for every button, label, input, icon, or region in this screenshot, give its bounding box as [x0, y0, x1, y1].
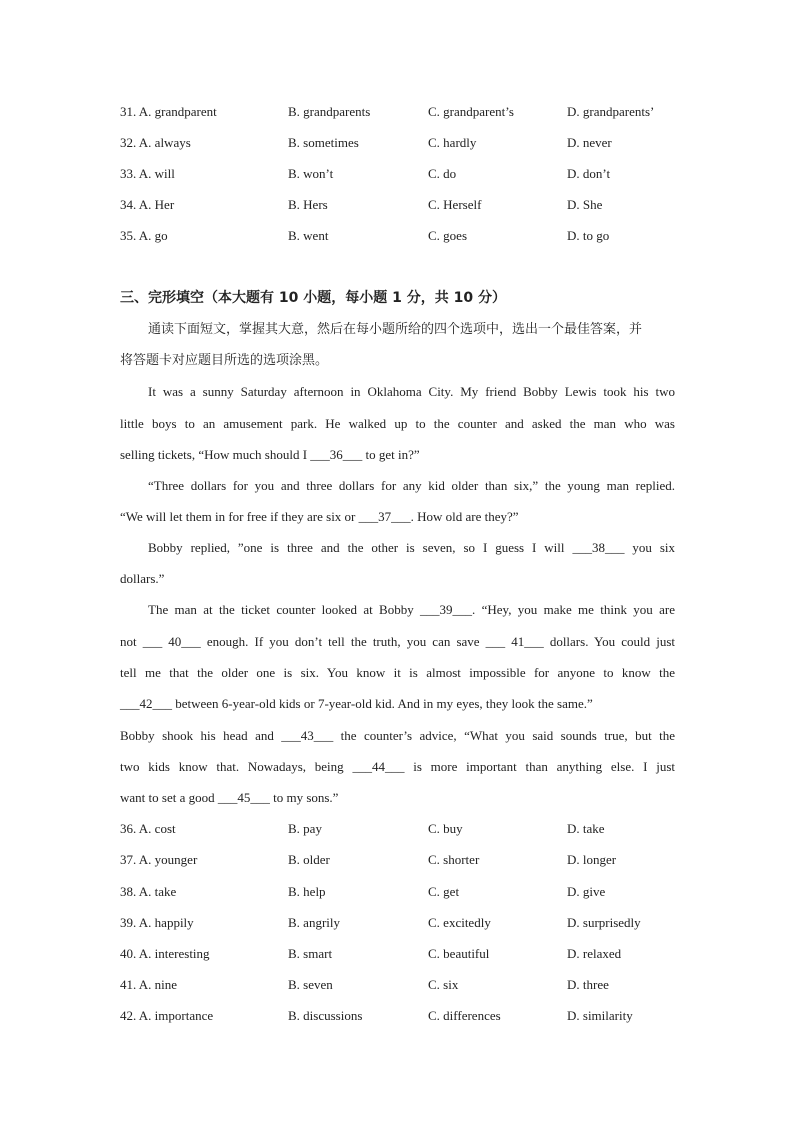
- option-c: C. get: [428, 884, 460, 899]
- passage-line: tell me that the older one is six. You know it is almost impossible for anyone to know the: [120, 665, 675, 680]
- option-b: B. help: [288, 884, 326, 899]
- section-heading: 三、完形填空（本大题有 10 小题，每小题 1 分，共 10 分）: [120, 290, 506, 306]
- passage-line: “Three dollars for you and three dollars for any kid older than six,” the young man replied.: [148, 478, 675, 493]
- option-c: C. do: [428, 166, 457, 181]
- option-d: D. surprisedly: [567, 915, 641, 930]
- option-a: 32. A. always: [120, 135, 191, 150]
- option-a: 39. A. happily: [120, 915, 194, 930]
- option-d: D. give: [567, 884, 606, 899]
- passage-line: not ___ 40___ enough. If you don’t tell the truth, you can save ___ 41___ dollars. You could just: [120, 634, 675, 649]
- instruction-line-1: 通读下面短文，掌握其大意，然后在每小题所给的四个选项中，选出一个最佳答案，并: [148, 322, 643, 337]
- question-38: [120, 882, 680, 902]
- option-a: 37. A. younger: [120, 852, 198, 867]
- passage-line: dollars.”: [120, 571, 165, 586]
- passage-line: It was a sunny Saturday afternoon in Oklahoma City. My friend Bobby Lewis took his two: [148, 384, 675, 399]
- question-37: [120, 850, 680, 870]
- option-d: D. don’t: [567, 166, 611, 181]
- question-31: [120, 102, 680, 122]
- option-a: 31. A. grandparent: [120, 104, 217, 119]
- option-d: D. She: [567, 197, 603, 212]
- option-d: D. longer: [567, 852, 617, 867]
- option-a: 33. A. will: [120, 166, 175, 181]
- question-42: [120, 1006, 680, 1026]
- option-c: C. differences: [428, 1008, 501, 1023]
- option-a: 40. A. interesting: [120, 946, 210, 961]
- option-a: 41. A. nine: [120, 977, 178, 992]
- option-a: 36. A. cost: [120, 821, 176, 836]
- option-d: D. to go: [567, 228, 610, 243]
- option-b: B. went: [288, 228, 329, 243]
- option-d: D. never: [567, 135, 612, 150]
- option-c: C. excitedly: [428, 915, 491, 930]
- option-d: D. relaxed: [567, 946, 622, 961]
- option-b: B. seven: [288, 977, 333, 992]
- option-a: 35. A. go: [120, 228, 168, 243]
- option-d: D. three: [567, 977, 609, 992]
- question-39: [120, 913, 680, 933]
- question-40: [120, 944, 680, 964]
- passage-line: selling tickets, “How much should I ___36___ to get in?”: [120, 447, 420, 462]
- question-36: [120, 819, 680, 839]
- passage-line: little boys to an amusement park. He walked up to the counter and asked the man who was: [120, 416, 675, 431]
- option-c: C. six: [428, 977, 459, 992]
- option-c: C. Herself: [428, 197, 482, 212]
- option-b: B. pay: [288, 821, 322, 836]
- option-d: D. grandparents’: [567, 104, 655, 119]
- question-41: [120, 975, 680, 995]
- passage-line: “We will let them in for free if they are six or ___37___. How old are they?”: [120, 509, 519, 524]
- passage-line: The man at the ticket counter looked at Bobby ___39___. “Hey, you make me think you are: [148, 602, 675, 617]
- instruction-line-2: 将答题卡对应题目所选的选项涂黑。: [120, 353, 329, 368]
- option-c: C. grandparent’s: [428, 104, 514, 119]
- passage-line: Bobby shook his head and ___43___ the counter’s advice, “What you said sounds true, but the: [120, 728, 675, 743]
- option-a: 38. A. take: [120, 884, 177, 899]
- option-d: D. take: [567, 821, 605, 836]
- passage-line: Bobby replied, ”one is three and the other is seven, so I guess I will ___38___ you six: [148, 540, 675, 555]
- option-b: B. smart: [288, 946, 333, 961]
- option-b: B. grandparents: [288, 104, 371, 119]
- option-b: B. Hers: [288, 197, 328, 212]
- passage-line: ___42___ between 6-year-old kids or 7-year-old kid. And in my eyes, they look the same.”: [120, 696, 593, 711]
- option-b: B. discussions: [288, 1008, 363, 1023]
- question-35: [120, 226, 680, 246]
- option-c: C. beautiful: [428, 946, 490, 961]
- option-b: B. angrily: [288, 915, 340, 930]
- option-c: C. buy: [428, 821, 463, 836]
- question-33: [120, 164, 680, 184]
- option-d: D. similarity: [567, 1008, 633, 1023]
- passage-line: two kids know that. Nowadays, being ___44___ is more important than anything else. I just: [120, 759, 675, 774]
- option-c: C. shorter: [428, 852, 480, 867]
- question-34: [120, 195, 680, 215]
- option-a: 34. A. Her: [120, 197, 175, 212]
- option-c: C. hardly: [428, 135, 477, 150]
- option-b: B. won’t: [288, 166, 334, 181]
- passage-line: want to set a good ___45___ to my sons.”: [120, 790, 339, 805]
- option-a: 42. A. importance: [120, 1008, 214, 1023]
- option-c: C. goes: [428, 228, 467, 243]
- question-32: [120, 133, 680, 153]
- option-b: B. sometimes: [288, 135, 359, 150]
- option-b: B. older: [288, 852, 330, 867]
